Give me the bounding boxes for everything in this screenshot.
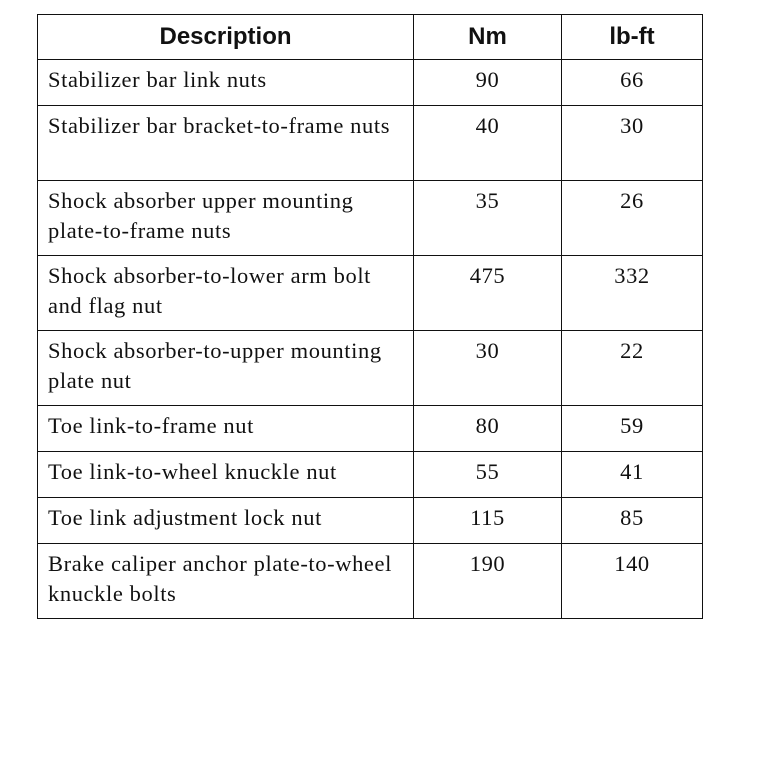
table-row [38, 256, 703, 331]
table-row [38, 406, 703, 452]
description-cell: Brake caliper anchor plate-to-wheel knuckle bolts [38, 544, 414, 619]
nm-cell: 35 [414, 181, 562, 256]
torque-spec-table [37, 14, 703, 619]
nm-cell: 55 [414, 452, 562, 498]
table-header-row [38, 15, 703, 60]
description-cell: Toe link-to-frame nut [38, 406, 414, 452]
nm-cell: 115 [414, 498, 562, 544]
table-row [38, 544, 703, 619]
table-row [38, 60, 703, 106]
table-row [38, 331, 703, 406]
lbft-cell: 85 [562, 498, 703, 544]
nm-cell: 30 [414, 331, 562, 406]
description-cell: Stabilizer bar bracket-to-frame nuts [38, 106, 414, 181]
column-header-description: Description [38, 15, 414, 60]
description-cell: Shock absorber-to-upper mounting plate nut [38, 331, 414, 406]
lbft-cell: 140 [562, 544, 703, 619]
table-row [38, 498, 703, 544]
lbft-cell: 30 [562, 106, 703, 181]
lbft-cell: 332 [562, 256, 703, 331]
description-cell: Shock absorber-to-lower arm bolt and flag nut [38, 256, 414, 331]
description-cell: Toe link-to-wheel knuckle nut [38, 452, 414, 498]
column-header-nm: Nm [414, 15, 562, 60]
description-cell: Stabilizer bar link nuts [38, 60, 414, 106]
lbft-cell: 66 [562, 60, 703, 106]
description-cell: Shock absorber upper mounting plate-to-frame nuts [38, 181, 414, 256]
table-row [38, 106, 703, 181]
column-header-lbft: lb-ft [562, 15, 703, 60]
nm-cell: 80 [414, 406, 562, 452]
table-row [38, 181, 703, 256]
nm-cell: 40 [414, 106, 562, 181]
nm-cell: 190 [414, 544, 562, 619]
nm-cell: 475 [414, 256, 562, 331]
description-cell: Toe link adjustment lock nut [38, 498, 414, 544]
lbft-cell: 26 [562, 181, 703, 256]
lbft-cell: 59 [562, 406, 703, 452]
nm-cell: 90 [414, 60, 562, 106]
lbft-cell: 22 [562, 331, 703, 406]
lbft-cell: 41 [562, 452, 703, 498]
table-row [38, 452, 703, 498]
